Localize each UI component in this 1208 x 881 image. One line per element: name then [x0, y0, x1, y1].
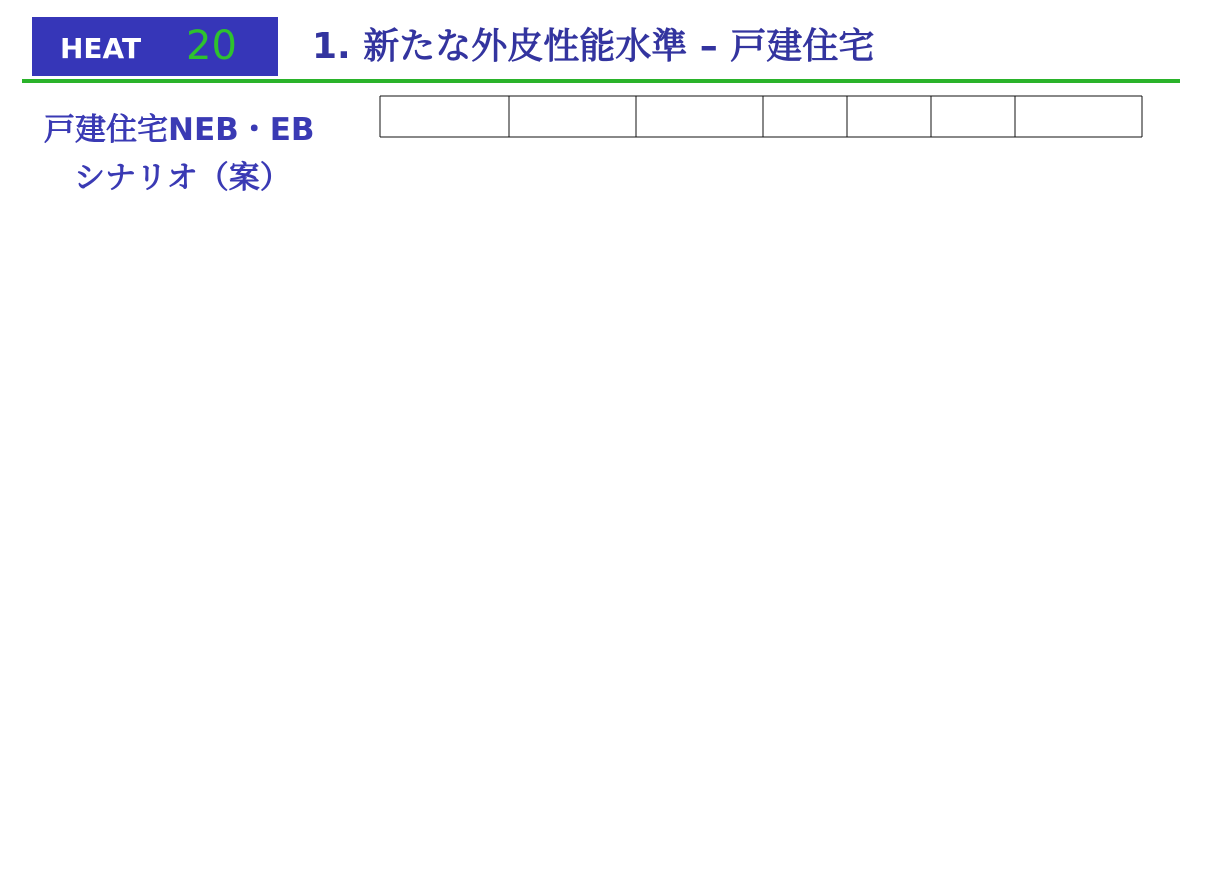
heat-tag-number: 20 [186, 23, 237, 69]
subtitle-line-1: 戸建住宅NEB・EB [44, 112, 315, 148]
heat-tag-label: HEAT [60, 32, 142, 65]
page-title: 1. 新たな外皮性能水準 – 戸建住宅 [312, 26, 875, 67]
subtitle-line-2: シナリオ（案） [74, 160, 291, 196]
